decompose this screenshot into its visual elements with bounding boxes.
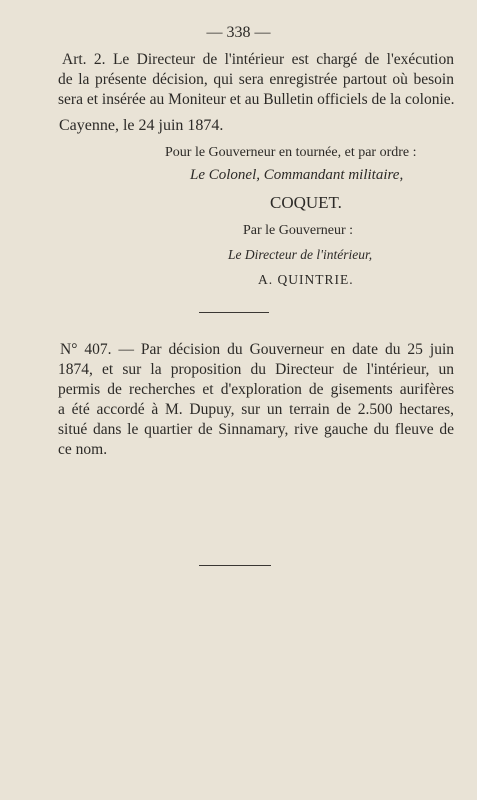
article-2-line: Art. 2. Le Directeur de l'intérieur est chargé de l'exécution: [62, 51, 454, 68]
article-2-paragraph: [58, 50, 454, 110]
directeur-title: Le Directeur de l'intérieur,: [228, 247, 373, 262]
directeur-name: A. QUINTRIE.: [258, 272, 354, 287]
article-2-line: sera et insérée au Moniteur et au Bulletin officiels de la colonie.: [58, 91, 455, 108]
par-gouverneur-line: Par le Gouverneur :: [243, 223, 354, 238]
colonel-title: Le Colonel, Commandant militaire,: [190, 167, 404, 183]
separator-rule: [199, 565, 271, 566]
article-2-line: de la présente décision, qui sera enregistrée partout où besoin: [58, 71, 454, 88]
pour-gouverneur-line: Pour le Gouverneur en tournée, et par ordre :: [165, 145, 417, 160]
decision-407-line: 1874, et sur la proposition du Directeur de l'intérieur, un: [58, 361, 454, 378]
page-number: — 338 —: [206, 24, 271, 41]
decision-407-line: a été accordé à M. Dupuy, sur un terrain de 2.500 hectares,: [58, 401, 454, 418]
decision-407-paragraph: [58, 340, 454, 460]
decision-407-line: N° 407. — Par décision du Gouverneur en date du 25 juin: [60, 341, 454, 358]
date-line: Cayenne, le 24 juin 1874.: [59, 117, 224, 134]
decision-407-line: permis de recherches et d'exploration de gisements aurifères: [58, 381, 454, 398]
separator-rule: [199, 312, 269, 313]
colonel-name: COQUET.: [270, 193, 342, 212]
decision-407-line: ce nom.: [58, 441, 108, 458]
decision-407-line: situé dans le quartier de Sinnamary, rive gauche du fleuve de: [58, 421, 454, 438]
